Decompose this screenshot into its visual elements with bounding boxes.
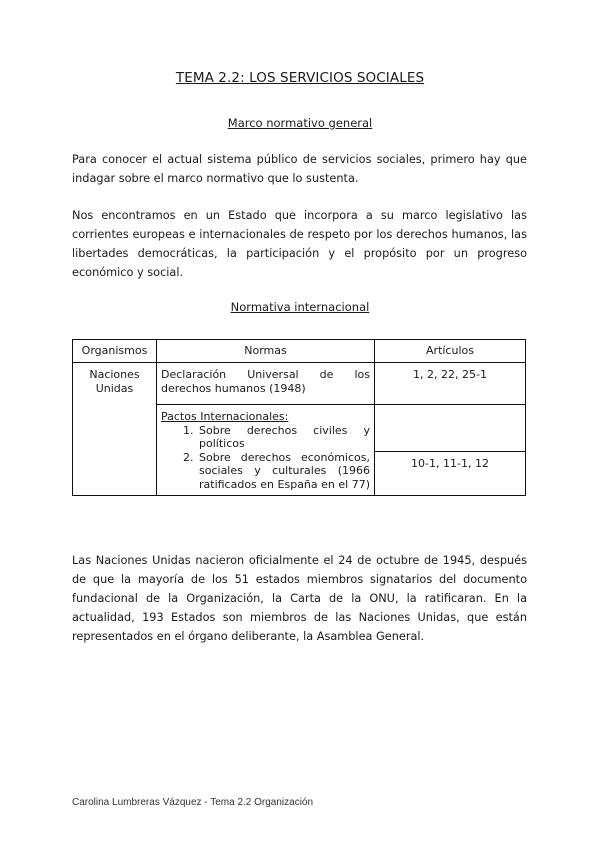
header-normas: Normas: [157, 340, 375, 363]
table-row: [73, 363, 526, 405]
list-item: 1. Sobre derechos civiles y políticos: [197, 424, 370, 451]
section-heading-marco-normativo: Marco normativo general: [227, 116, 373, 130]
cell-articulos-declaracion: 1, 2, 22, 25-1: [375, 363, 526, 405]
paragraph-estado: Nos encontramos en un Estado que incorpora a su marco legislativo las corrientes europeas e internacionales de respeto por los derechos humanos, las libertades democráticas, la participación y el propósito por un progreso económico y social.: [72, 209, 527, 279]
header-articulos: Artículos: [375, 340, 526, 363]
paragraph-intro: Para conocer el actual sistema público de servicios sociales, primero hay que indagar sobre el marco normativo que lo sustenta.: [72, 153, 527, 185]
table-header-row: [73, 340, 526, 363]
paragraph-naciones-unidas: Las Naciones Unidas nacieron oficialmente el 24 de octubre de 1945, después de que la mayoría de los 51 estados miembros signatarios del documento fundacional de la Organización, la Carta de la ONU, la ratificaran. En la actualidad, 193 Estados son miembros de las Naciones Unidas, que están representados en el órgano deliberante, la Asamblea General.: [72, 554, 527, 643]
cell-organismo: Naciones Unidas: [73, 363, 157, 496]
list-item: 2. Sobre derechos económicos, sociales y culturales (1966 ratificados en España en el 77): [197, 451, 370, 492]
cell-declaracion: Declaración Universal de los derechos humanos (1948): [157, 363, 375, 405]
header-organismos: Organismos: [73, 340, 157, 363]
normativa-table: [72, 339, 526, 496]
page-footer: Carolina Lumbreras Vázquez - Tema 2.2 Organización: [72, 797, 314, 808]
pactos-list: [161, 424, 370, 492]
section-heading-normativa-internacional: Normativa internacional: [230, 300, 370, 314]
cell-pactos: [157, 405, 375, 496]
pactos-title: Pactos Internacionales:: [161, 410, 289, 423]
document-title: TEMA 2.2: LOS SERVICIOS SOCIALES: [175, 70, 425, 86]
cell-articulos-pacto-economico: 10-1, 11-1, 12: [375, 452, 526, 496]
cell-articulos-pacto-civil: [375, 405, 526, 452]
